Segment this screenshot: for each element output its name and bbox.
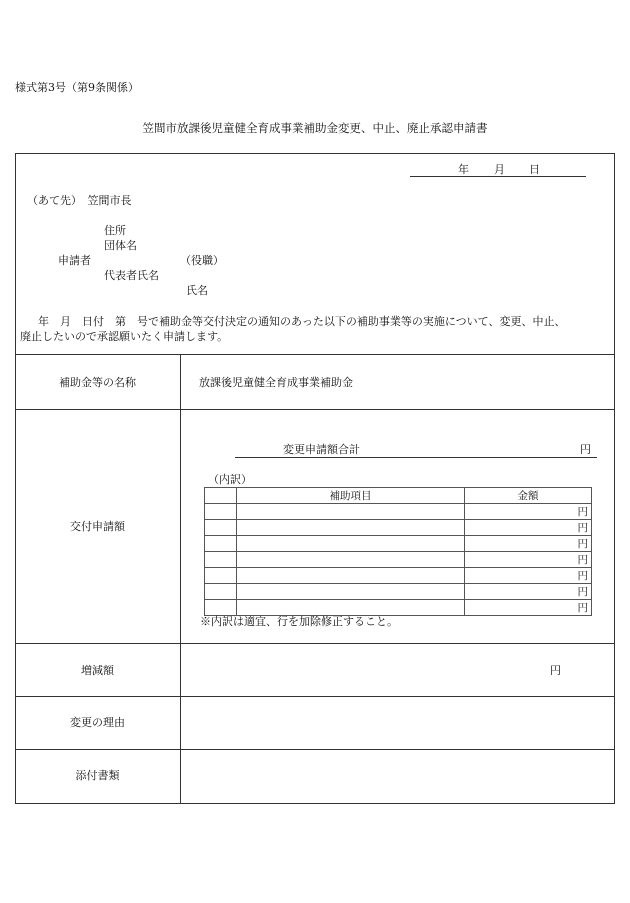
applicant-org-label: 団体名 <box>104 239 137 252</box>
applicant-name-label: 氏名 <box>186 284 208 297</box>
change-amount-yen: 円 <box>550 664 561 677</box>
breakdown-label: （内訳） <box>208 473 252 486</box>
change-reason-label: 変更の理由 <box>70 716 125 729</box>
breakdown-row <box>205 520 592 536</box>
breakdown-row <box>205 600 592 616</box>
change-total-yen: 円 <box>580 443 591 456</box>
breakdown-row <box>205 536 592 552</box>
row-divider <box>15 354 615 355</box>
change-amount-label: 増減額 <box>81 664 114 677</box>
breakdown-amount-cell: 円 <box>465 600 592 616</box>
subsidy-name-value: 放課後児童健全育成事業補助金 <box>199 376 353 389</box>
attachments-label: 添付書類 <box>75 769 120 782</box>
change-total-label: 変更申請額合計 <box>283 443 360 456</box>
breakdown-note: ※内訳は適宜、行を加除修正すること。 <box>200 615 398 628</box>
row-divider <box>15 749 615 750</box>
applicant-label: 申請者 <box>58 254 91 267</box>
row-divider <box>15 409 615 410</box>
row-divider <box>15 643 615 644</box>
date-day: 日 <box>529 163 540 176</box>
applicant-rep-label: 代表者氏名 <box>104 269 159 282</box>
breakdown-amount-cell: 円 <box>465 552 592 568</box>
date-underline <box>410 176 586 177</box>
breakdown-amount-cell: 円 <box>465 568 592 584</box>
breakdown-amount-cell: 円 <box>465 504 592 520</box>
form-number: 様式第3号（第9条関係） <box>15 81 139 94</box>
date-year: 年 <box>458 163 469 176</box>
breakdown-amount-header: 金額 <box>465 488 592 504</box>
breakdown-blank-header <box>205 488 237 504</box>
breakdown-row <box>205 568 592 584</box>
change-total-underline <box>235 457 597 458</box>
breakdown-amount-cell: 円 <box>465 536 592 552</box>
breakdown-item-header: 補助項目 <box>237 488 465 504</box>
request-text-line-2: 廃止したいので承認願いたく申請します。 <box>20 330 229 343</box>
breakdown-row <box>205 584 592 600</box>
column-divider <box>180 355 181 804</box>
subsidy-name-label: 補助金等の名称 <box>59 376 136 389</box>
applicant-address-label: 住所 <box>104 224 126 237</box>
row-divider <box>15 696 615 697</box>
date-month: 月 <box>494 163 505 176</box>
document-title: 笠間市放課後児童健全育成事業補助金変更、中止、廃止承認申請書 <box>142 121 488 135</box>
applicant-role-label: （役職） <box>180 254 224 267</box>
breakdown-amount-cell: 円 <box>465 584 592 600</box>
breakdown-row <box>205 552 592 568</box>
grant-amount-label: 交付申請額 <box>70 520 125 533</box>
breakdown-amount-cell: 円 <box>465 520 592 536</box>
request-text-line-1: 年 月 日付 第 号で補助金等交付決定の通知のあった以下の補助事業等の実施について、変更、中止、 <box>27 315 566 328</box>
breakdown-header-row <box>205 488 592 504</box>
addressee: （あて先） 笠間市長 <box>27 194 132 207</box>
breakdown-row <box>205 504 592 520</box>
breakdown-table <box>204 487 592 616</box>
